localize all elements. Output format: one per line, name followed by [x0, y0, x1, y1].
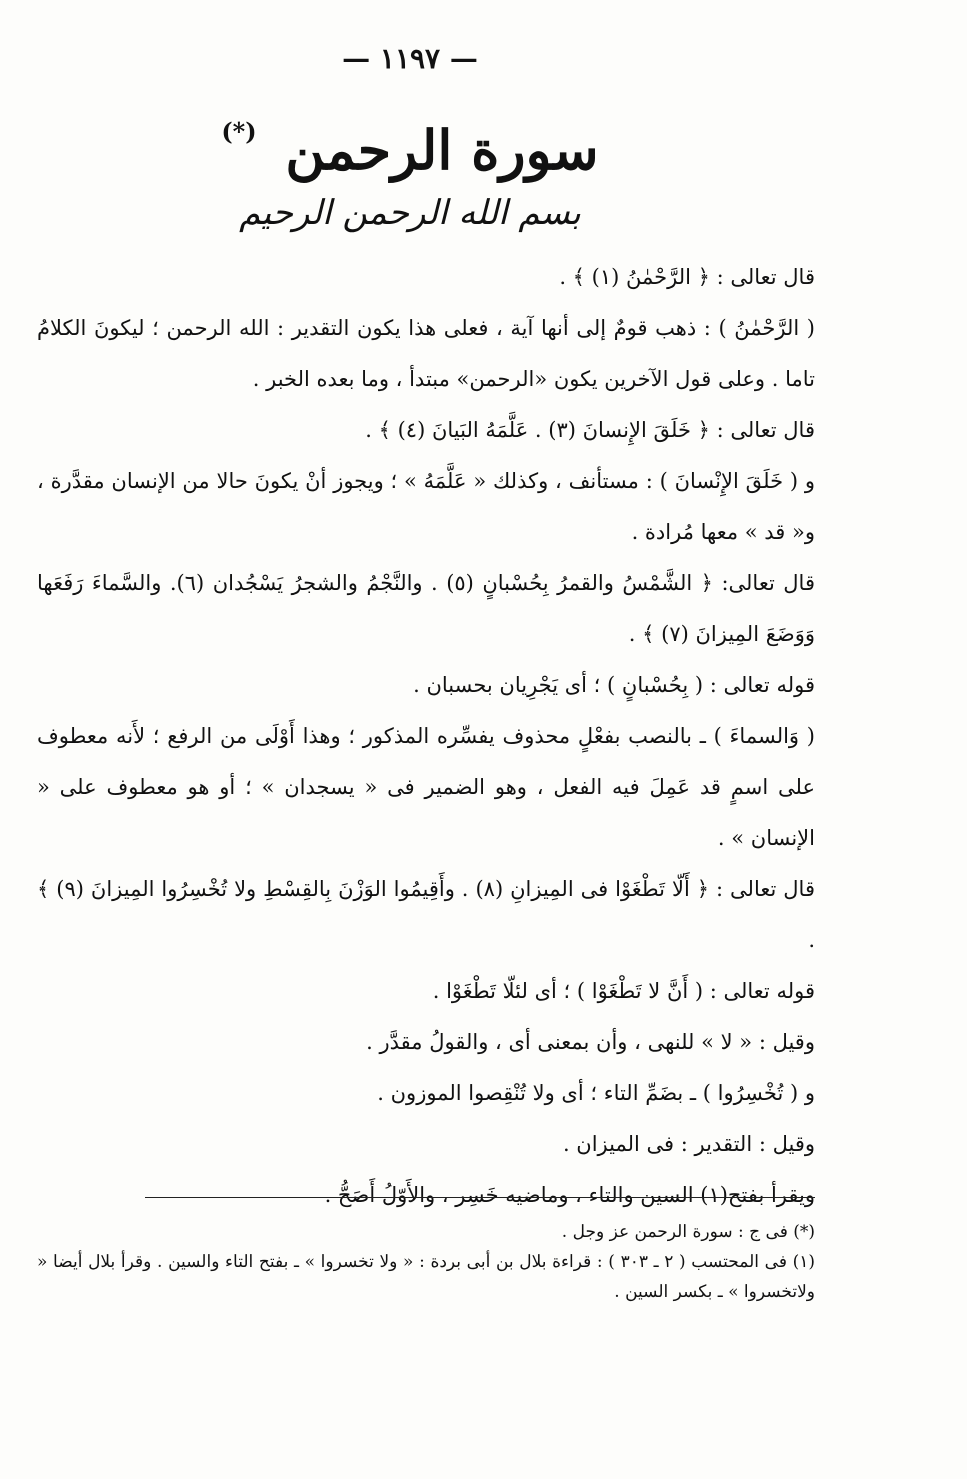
commentary-7: و ( تُخْسِرُوا ) ـ بضَمِّ التاء ؛ أى ولا تُنْقِصوا الموزون . [377, 1081, 815, 1105]
page-number: — ١١٩٧ — [342, 42, 478, 75]
basmala: بسم الله الرحمن الرحيم [239, 193, 581, 233]
surah-title-block [0, 118, 820, 183]
commentary-8: وقيل : التقدير : فى الميزان . [562, 1132, 815, 1156]
verse-5-7: قال تعالى: ﴿ الشَّمْسُ والقمرُ بِحُسْبانٍ (٥) . والنَّجْمُ والشجرُ يَسْجُدان (٦). والسَّماءَ رَفَعَها وَوَضَعَ المِيزانَ (٧) ﴾ . [37, 571, 815, 646]
footnote-star: (*) فى ج : سورة الرحمن عز وجل . [561, 1222, 815, 1242]
commentary-5: قوله تعالى : ( أَنَّ لا تَطْغَوْا ) ؛ أى لئلّا تَطْغَوْا . [432, 979, 815, 1003]
footnotes [37, 1217, 815, 1307]
commentary-3: قوله تعالى : ( بِحُسْبانٍ ) ؛ أى يَجْرِيان بحسبان . [413, 673, 815, 697]
verse-3-4: قال تعالى : ﴿ خَلَقَ الإِنسانَ (٣) . عَلَّمَهُ البَيانَ (٤) ﴾ . [365, 418, 815, 442]
commentary-1: ( الرَّحْمٰنُ ) : ذهب قومٌ إلى أنها آية ، فعلى هذا يكون التقدير : الله الرحمن ؛ ليكونَ الكلامُ تاما . وعلى قول الآخرين يكون «الرحمن» مبتدأ ، وما بعده الخبر . [37, 316, 815, 391]
footnote-divider [145, 1197, 815, 1198]
surah-title: سورة الرحمن [285, 118, 599, 182]
title-footnote-mark: (*) [221, 117, 257, 146]
commentary-2: و ( خَلَقَ الإِنْسانَ ) : مستأنف ، وكذلك « عَلَّمَهُ » ؛ ويجوز أنْ يكونَ حالا من الإنسان مقدَّرة ، و« قد » معها مُرادة . [37, 469, 815, 544]
commentary-6: وقيل : « لا » للنهى ، وأن بمعنى أى ، والقولُ مقدَّر . [366, 1030, 815, 1054]
commentary-4: ( وَالسماءَ ) ـ بالنصب بفعْلٍ محذوف يفسِّره المذكور ؛ وهذا أَوْلَى من الرفع ؛ لأَنه معطوف على اسمٍ قد عَمِلَ فيه الفعل ، وهو الضمير فى « يسجدان » ؛ أو هو معطوف على « الإنسان » . [37, 724, 815, 850]
verse-8-9: قال تعالى : ﴿ أَلّا تَطْغَوْا فى المِيزانِ (٨) . وأَقِيمُوا الوَزْنَ بِالقِسْطِ ولا تُخْسِرُوا المِيزانَ (٩) ﴾ . [37, 877, 815, 952]
footnote-1: (١) فى المحتسب ( ٢ ـ ٣٠٣ ) : قراءة بلال بن أبى بردة : « ولا تخسروا » ـ بفتح التاء والسين . وقرأ بلال أيضا « ولاتخسروا » ـ بكسر السين . [37, 1252, 816, 1302]
verse-1: قال تعالى : ﴿ الرَّحْمٰنُ (١) ﴾ . [559, 265, 815, 289]
main-text [37, 252, 815, 1221]
commentary-9: ويقرأ بفتح(١) السين والتاء ، وماضيه خَسِر ، والأَوّلُ أَصَحُّ . [324, 1183, 815, 1207]
